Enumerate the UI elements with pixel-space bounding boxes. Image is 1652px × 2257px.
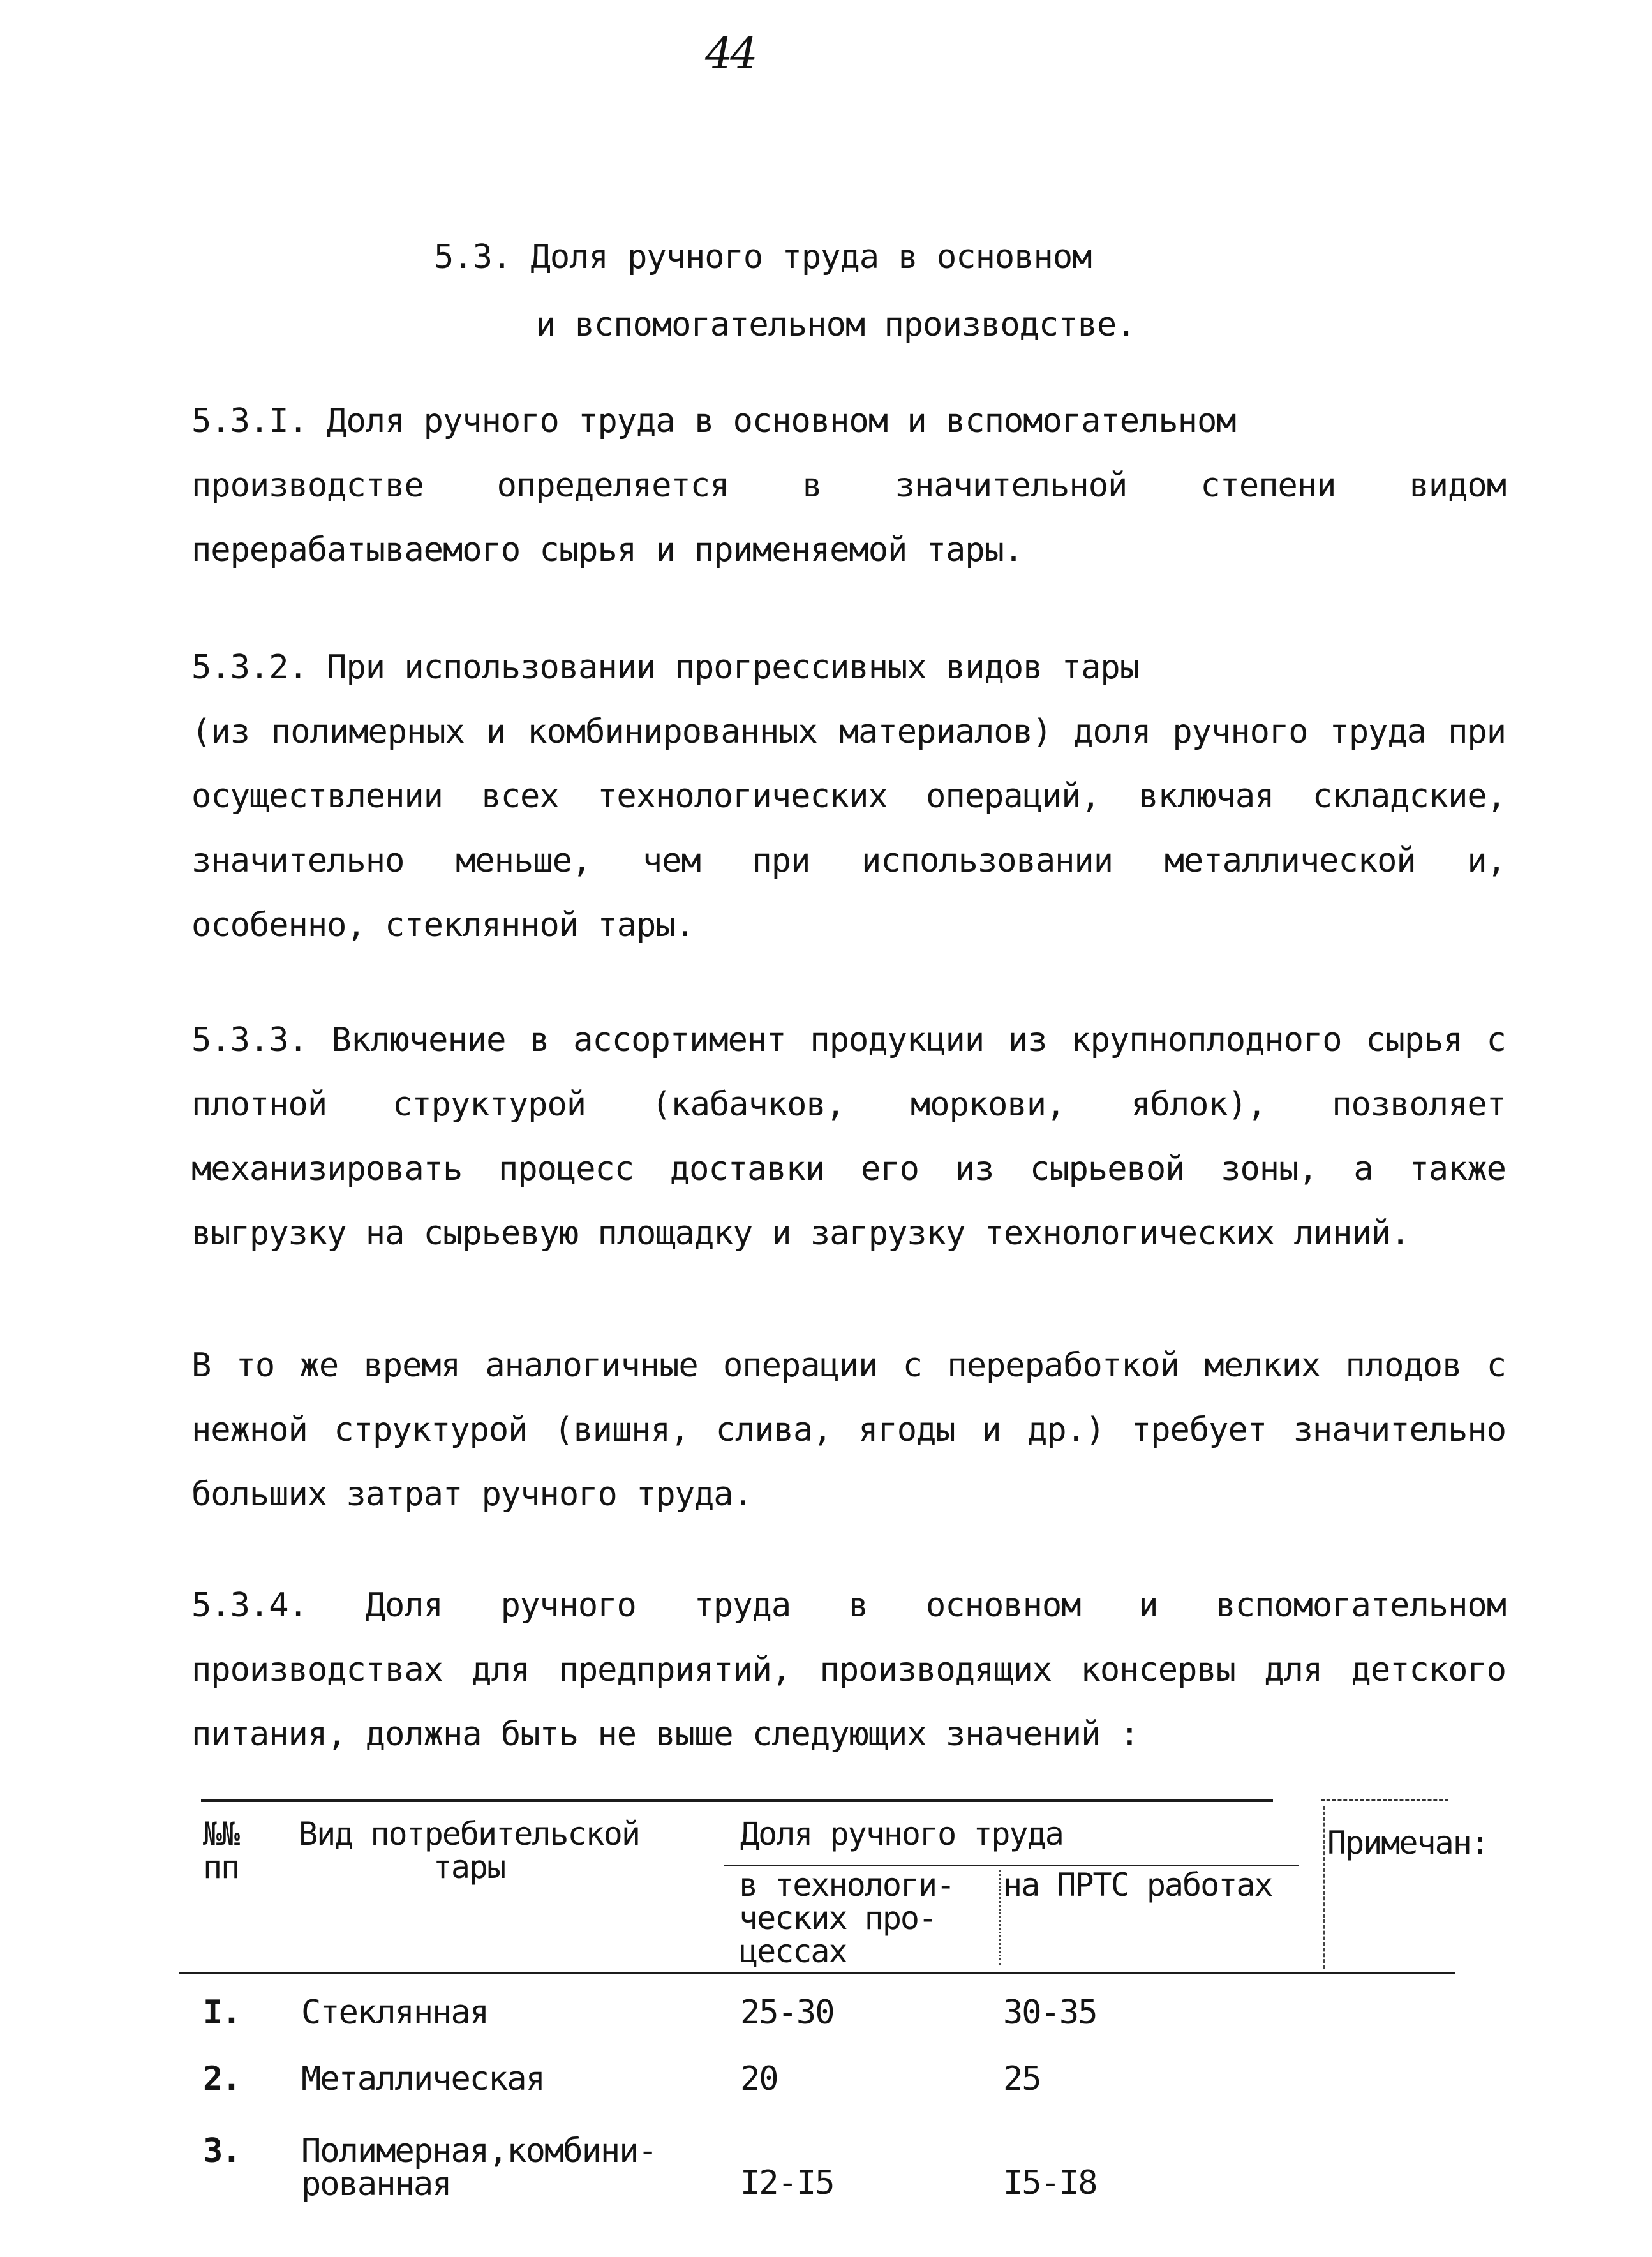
section-heading: 5.3. Доля ручного труда в основном (434, 238, 1092, 276)
paragraph-5-3-2: 5.3.2. При использовании прогрессивных видов тары (из полимерных и комбинированных материалов) доля ручного труда при осуществлении всех технологических операций, включая складские, значительно меньше, чем при использовании металлической и, особенно, стеклянной тары. (191, 648, 1506, 944)
table-row-2-kind: Металлическая (301, 2060, 544, 2098)
table-subcolumn-divider (999, 1870, 1001, 1965)
header-technological-processes: в технологи- ческих про- цессах (739, 1866, 955, 1970)
table-row-2-number: 2. (203, 2060, 241, 2098)
page-number: 44 (705, 29, 755, 79)
table-row-3-tech: I2-I5 (740, 2164, 834, 2202)
table-row-1-prts: 30-35 (1003, 1993, 1097, 2032)
table-header-bottom-rule (179, 1972, 1455, 1974)
table-row-1-kind: Стеклянная (301, 1993, 489, 2032)
table-top-rule (201, 1799, 1273, 1802)
paragraph-5-3-3-continued: В то же время аналогичные операции с переработкой мелких плодов с нежной структурой (вишня, слива, ягоды и др.) требует значительно больших затрат ручного труда. (191, 1346, 1506, 1514)
table-top-rule-dashed (1321, 1799, 1448, 1801)
header-number: №№ пп (203, 1815, 239, 1886)
header-container-type: Вид потребительской тары (299, 1815, 639, 1886)
paragraph-5-3-1: 5.3.I. Доля ручного труда в основном и вспомогательном производстве определяется в значительной степени видом перерабатываемого сырья и применяемой тары. (191, 402, 1506, 569)
table-row-1-number: I. (203, 1993, 241, 2032)
paragraph-5-3-4: 5.3.4. Доля ручного труда в основном и вспомогательном производствах для предприятий, производящих консервы для детского питания, должна быть не выше следующих значений : (191, 1586, 1506, 1754)
table-row-2-prts: 25 (1003, 2060, 1041, 2098)
section-heading-continuation: и вспомогательном производстве. (536, 306, 1136, 344)
table-column-divider (1323, 1806, 1325, 1969)
table-row-3-prts: I5-I8 (1003, 2164, 1097, 2202)
table-row-3-number: 3. (203, 2132, 241, 2170)
header-manual-labor-share: Доля ручного труда (740, 1815, 1063, 1852)
table-row-2-tech: 20 (740, 2060, 778, 2098)
table-row-1-tech: 25-30 (740, 1993, 834, 2032)
table-row-3-kind: Полимерная,комбини- рованная (301, 2132, 657, 2203)
paragraph-5-3-3: 5.3.3. Включение в ассортимент продукции из крупноплодного сырья с плотной структурой (кабачков, моркови, яблок), позволяет механизировать процесс доставки его из сырьевой зоны, а также выгрузку на сырьевую площадку и загрузку технологических линий. (191, 1021, 1506, 1253)
header-note: Примечан: (1327, 1824, 1489, 1861)
header-prts-work: на ПРТС работах (1003, 1866, 1272, 1903)
